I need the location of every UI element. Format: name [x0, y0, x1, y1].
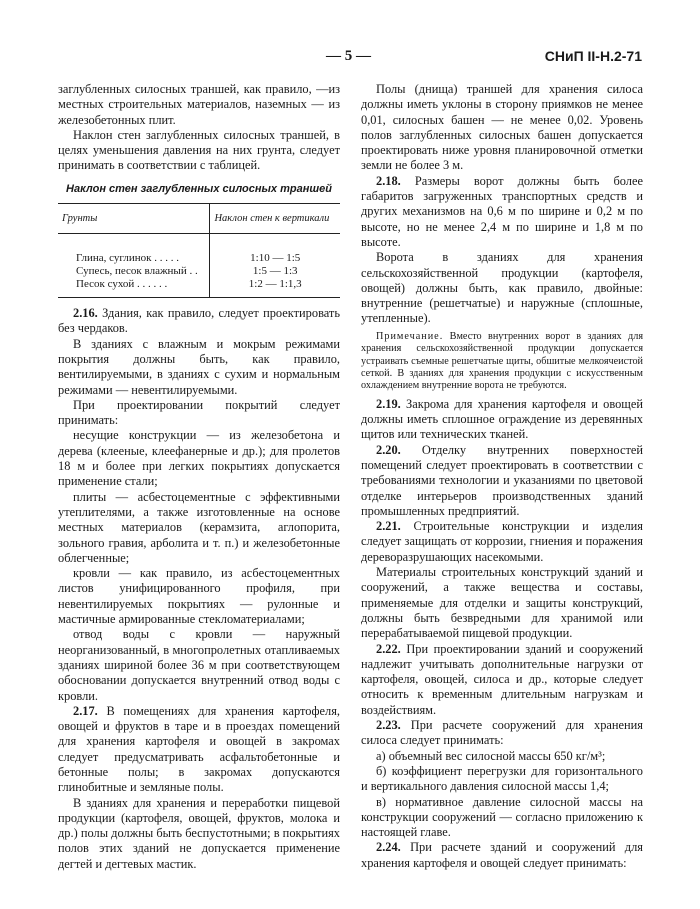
table-row [58, 234, 340, 266]
paragraph: в) нормативное давление силосной массы на конструкции сооружений — согласно приложению к настоящей главе. [361, 794, 643, 840]
table-header-slope: Наклон стен к вертикали [210, 204, 340, 234]
section-number: 2.19. [376, 396, 401, 411]
section-2-23 [361, 718, 643, 749]
paragraph: а) объемный вес силосной массы 650 кг/м³; [376, 748, 606, 763]
paragraph: Полы (днища) траншей для хранения силоса должны иметь уклоны в сторону приямков не менее 0,01, силосных башен — не менее 0,02. Уровень полов заглубленных силосных башен допускается проектировать ниже уровня планировочной отметки земли не более 3 м. [361, 82, 643, 173]
paragraph: Наклон стен заглубленных силосных траншей, в целях уменьшения давления на них грунта, следует принимать в соответствии с таблицей. [58, 127, 340, 173]
slope-cell: 1:5 — 1:3 [252, 265, 298, 278]
section-number: 2.22. [376, 641, 401, 656]
paragraph: несущие конструкции — из железобетона и дерева (клееные, клеефанерные и др.); для пролетов 18 м и более при легких покрытиях допускается применение стали; [58, 428, 340, 489]
section-text: Отделку внутренних поверхностей помещений следует проектировать в соответствии с требованиями технологии и указаниями по цветовой отделке интерьеров производственных зданий промышленных предприятий. [361, 442, 643, 518]
section-number: 2.23. [376, 718, 401, 733]
soil-cell: Супесь, песок влажный . . [58, 265, 210, 278]
section-text: Здания, как правило, следует проектировать без чердаков. [58, 306, 341, 336]
section-2-16 [58, 306, 340, 337]
paragraph: б) коэффициент перегрузки для горизонтального и вертикального давления силосной массы 1,4; [361, 763, 643, 794]
paragraph: При проектировании покрытий следует принимать: [58, 397, 340, 428]
note [361, 331, 643, 393]
table-title: Наклон стен заглубленных силосных траншей [66, 182, 332, 195]
right-column [361, 82, 643, 871]
section-2-21 [361, 519, 643, 565]
left-column [58, 82, 340, 872]
paragraph: заглубленных силосных траншей, как правило, —из местных строительных материалов, наземных — из железобетонных плит. [58, 82, 340, 127]
paragraph: В зданиях для хранения и переработки пищевой продукции (картофеля, овощей, фруктов, молока и др.) полы должны быть беспустотными; в покрытиях полов этих зданий не допускается применение дегтей и дегтевых мастик. [58, 795, 340, 871]
section-text: Закрома для хранения картофеля и овощей должны иметь сплошное ограждение из деревянных щитов или технических тканей. [361, 396, 643, 442]
paragraph: плиты — асбестоцементные с эффективными утеплителями, а также изготовленные на основе местных материалов (керамзита, аглопорита, зольного гравия, арболита и т. п.) и железобетонные облегченные; [58, 489, 340, 565]
section-number: 2.21. [376, 519, 401, 534]
section-text: Строительные конструкции и изделия следует защищать от коррозии, гниения и поражения дереворазрушающих насекомыми. [361, 519, 643, 564]
note-text: Вместо внутренних ворот в зданиях для хранения сельскохозяйственной продукции допускается устраивать съемные решетчатые щиты, обшитые мелкоячеистой сеткой. В зданиях для хранения продукции с искусственным охлаждением внутренние ворота не требуются. [361, 330, 644, 392]
paragraph: Ворота в зданиях для хранения сельскохозяйственной продукции (картофеля, овощей) должны быть, как правило, двойные: внутренние (решетчатые) и наружные (сплошные, утепленные). [361, 250, 643, 326]
section-text: При проектировании зданий и сооружений надлежит учитывать дополнительные нагрузки от картофеля, овощей, силоса и др., которые следует относить к временным длительным нагрузкам и воздействиям. [361, 641, 643, 717]
table-row [58, 265, 340, 278]
section-text: При расчете сооружений для хранения силоса следует принимать: [361, 718, 643, 748]
section-2-22 [361, 642, 643, 718]
paragraph: В зданиях с влажным и мокрым режимами покрытия должны быть, как правило, вентилируемыми, в зданиях с сухим и нормальным режимами — невентилируемыми. [58, 336, 340, 397]
note-label: Примечание. [376, 330, 444, 342]
document-code: СНиП II-Н.2-71 [544, 48, 642, 64]
section-2-17 [58, 704, 340, 796]
table-header-soil: Грунты [58, 204, 210, 234]
section-2-24 [361, 840, 643, 871]
section-text: Размеры ворот должны быть более габаритов загруженных транспортных средств и других механизмов на 0,6 м по ширине и 0,2 м по высоте, но не менее 2,4 м по ширине и 1,8 м по высоте. [361, 173, 643, 249]
section-text: При расчете зданий и сооружений для хранения картофеля и овощей следует принимать: [361, 840, 643, 870]
section-number: 2.16. [73, 306, 98, 321]
table-row [58, 278, 340, 298]
wall-slope-table [58, 203, 340, 298]
section-number: 2.18. [376, 173, 401, 188]
paragraph: Материалы строительных конструкций зданий и сооружений, а также вещества и составы, применяемые для отделки и защиты конструкций, должны быть безвредными для хранимой или перерабатываемой пищевой продукции. [361, 565, 643, 641]
page-number: — 5 — [326, 48, 371, 64]
paragraph: кровли — как правило, из асбестоцементных листов унифицированного профиля, при невентилируемых покрытиях — рулонные и мастичные армированные стекломатериалами; [58, 566, 340, 627]
section-text: В помещениях для хранения картофеля, овощей и фруктов в таре и в проездах помещений для хранения картофеля и овощей в закромах следует предусматривать асфальтобетонные и бетонные полы; в закромах допускаются глинобитные и земляные полы. [58, 703, 340, 795]
section-2-18 [361, 174, 643, 250]
section-2-20 [361, 443, 643, 519]
section-number: 2.24. [376, 840, 401, 855]
soil-cell: Глина, суглинок . . . . . [58, 234, 210, 266]
soil-cell: Песок сухой . . . . . . [58, 278, 210, 298]
slope-cell: 1:2 — 1:1,3 [210, 278, 340, 298]
section-number: 2.20. [376, 442, 401, 457]
paragraph: отвод воды с кровли — наружный неорганизованный, в многопролетных отапливаемых зданиях шириной более 36 м при соответствующем обосновании допускается внутренний отвод воды с кровли. [58, 627, 340, 703]
section-number: 2.17. [73, 703, 98, 718]
section-2-19 [361, 397, 643, 443]
slope-cell: 1:10 — 1:5 [250, 252, 301, 265]
